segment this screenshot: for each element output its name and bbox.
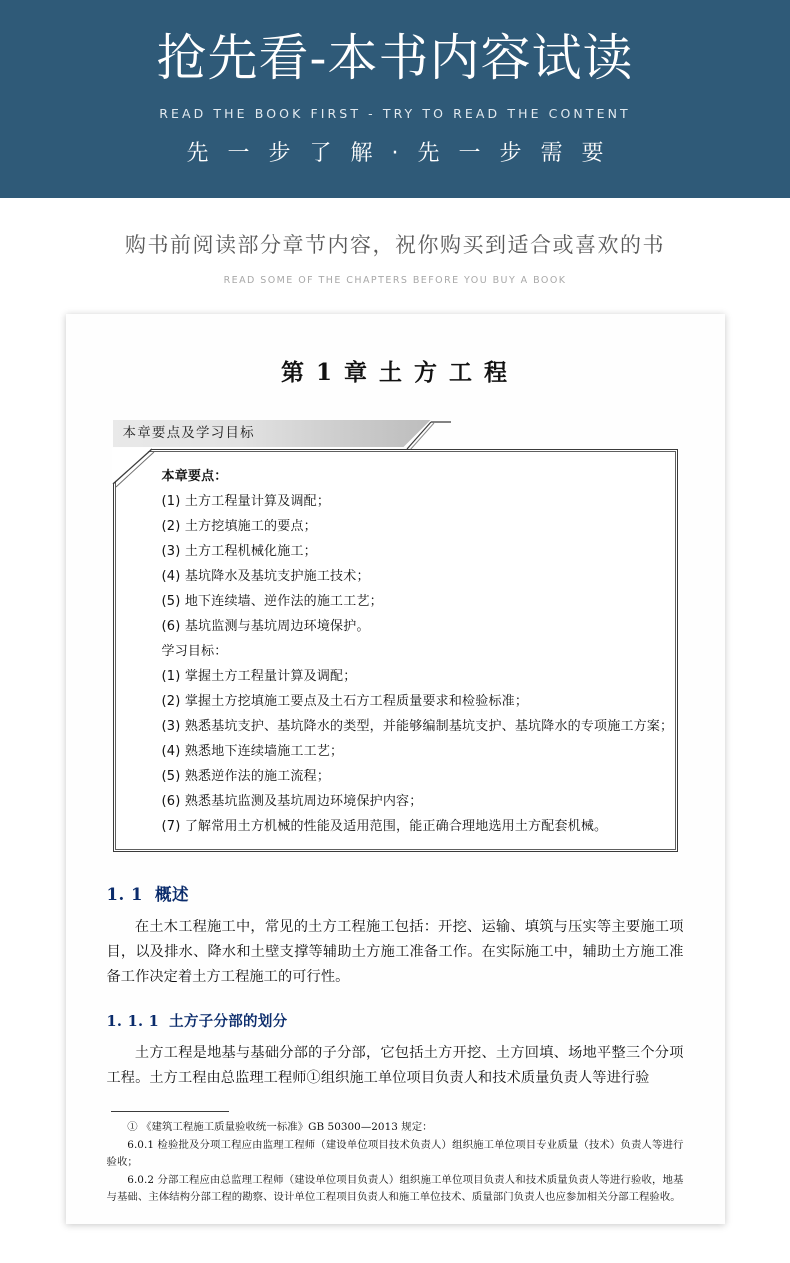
section-heading-1-1-1	[107, 1010, 684, 1034]
goal-item: (3) 熟悉基坑支护、基坑降水的类型，并能够编制基坑支护、基坑降水的专项施工方案；	[161, 719, 674, 734]
goal-item: (4) 熟悉地下连续墙施工工艺；	[161, 744, 344, 759]
chapter-title: 第 1 章 土 方 工 程	[280, 359, 510, 386]
goal-item: (7) 了解常用土方机械的性能及适用范围，能正确合理地选用土方配套机械。	[161, 819, 608, 834]
key-points-heading: 本章要点：	[161, 469, 228, 484]
subheader-chinese-line: 购书前阅读部分章节内容，祝你购买到适合或喜欢的书	[125, 233, 665, 257]
key-point-item: (1) 土方工程量计算及调配；	[161, 494, 331, 509]
subsection-title: 土方子分部的划分	[169, 1013, 288, 1030]
footnote-block	[107, 1119, 684, 1207]
footnote-line: 6.0.1 检验批及分项工程应由监理工程师（建设单位项目技术负责人）组织施工单位项目专业质量（技术）负责人等进行验收；	[106, 1138, 684, 1168]
goal-item: (5) 熟悉逆作法的施工流程；	[161, 769, 331, 784]
key-point-item: (2) 土方挖填施工的要点；	[161, 519, 317, 534]
subsection-paragraph: 土方工程是地基与基础分部的子分部，它包括土方开挖、土方回填、场地平整三个分项工程。土方工程由总监理工程师①组织施工单位项目负责人和技术质量负责人等进行验	[106, 1045, 684, 1086]
goal-item: (1) 掌握土方工程量计算及调配；	[161, 669, 357, 684]
footnote-divider	[111, 1111, 229, 1112]
footnote-line: 6.0.2 分部工程应由总监理工程师（建设单位项目负责人）组织施工单位项目负责人和技术质量负责人等进行验收，地基与基础、主体结构分部工程的勘察、设计单位工程项目负责人和施工单位技术、质量部门负责人也应参加相关分部工程验收。	[106, 1173, 684, 1203]
objectives-tab-label: 本章要点及学习目标	[122, 425, 255, 441]
banner-subtitle-english: READ THE BOOK FIRST - TRY TO READ THE CONTENT	[159, 106, 631, 121]
objectives-tab-row	[113, 420, 678, 450]
goal-item: (2) 掌握土方挖填施工要点及土石方工程质量要求和检验标准；	[161, 694, 529, 709]
key-point-item: (4) 基坑降水及基坑支护施工技术；	[161, 569, 370, 584]
banner-subtitle-chinese: 先 一 步 了 解 · 先 一 步 需 要	[186, 141, 610, 166]
banner-title: 抢先看-本书内容试读	[156, 29, 634, 87]
goal-item: (6) 熟悉基坑监测及基坑周边环境保护内容；	[161, 794, 423, 809]
objectives-frame	[113, 449, 678, 852]
chapter-objectives-box	[113, 420, 678, 852]
preview-subheader	[0, 198, 790, 290]
subheader-english-line: READ SOME OF THE CHAPTERS BEFORE YOU BUY A BOOK	[223, 275, 567, 286]
section-number: 1. 1	[106, 885, 143, 904]
key-point-item: (5) 地下连续墙、逆作法的施工工艺；	[161, 594, 383, 609]
promo-banner	[0, 0, 790, 198]
book-page-wrapper	[0, 290, 790, 1224]
section-paragraph: 在土木工程施工中，常见的土方工程施工包括：开挖、运输、填筑与压实等主要施工项目，以及排水、降水和土壁支撑等辅助土方施工准备工作。在实际施工中，辅助土方施工准备工作决定着土方工程施工的可行性。	[106, 919, 684, 985]
key-point-item: (6) 基坑监测与基坑周边环境保护。	[161, 619, 370, 634]
section-heading-1-1	[107, 882, 684, 908]
footnote-line: ① 《建筑工程施工质量验收统一标准》GB 50300—2013 规定：	[127, 1121, 433, 1133]
section-title: 概述	[154, 885, 189, 904]
goals-heading: 学习目标：	[161, 644, 228, 659]
book-page	[66, 314, 725, 1224]
subsection-number: 1. 1. 1	[106, 1013, 160, 1030]
objectives-list	[128, 464, 674, 839]
key-point-item: (3) 土方工程机械化施工；	[161, 544, 317, 559]
